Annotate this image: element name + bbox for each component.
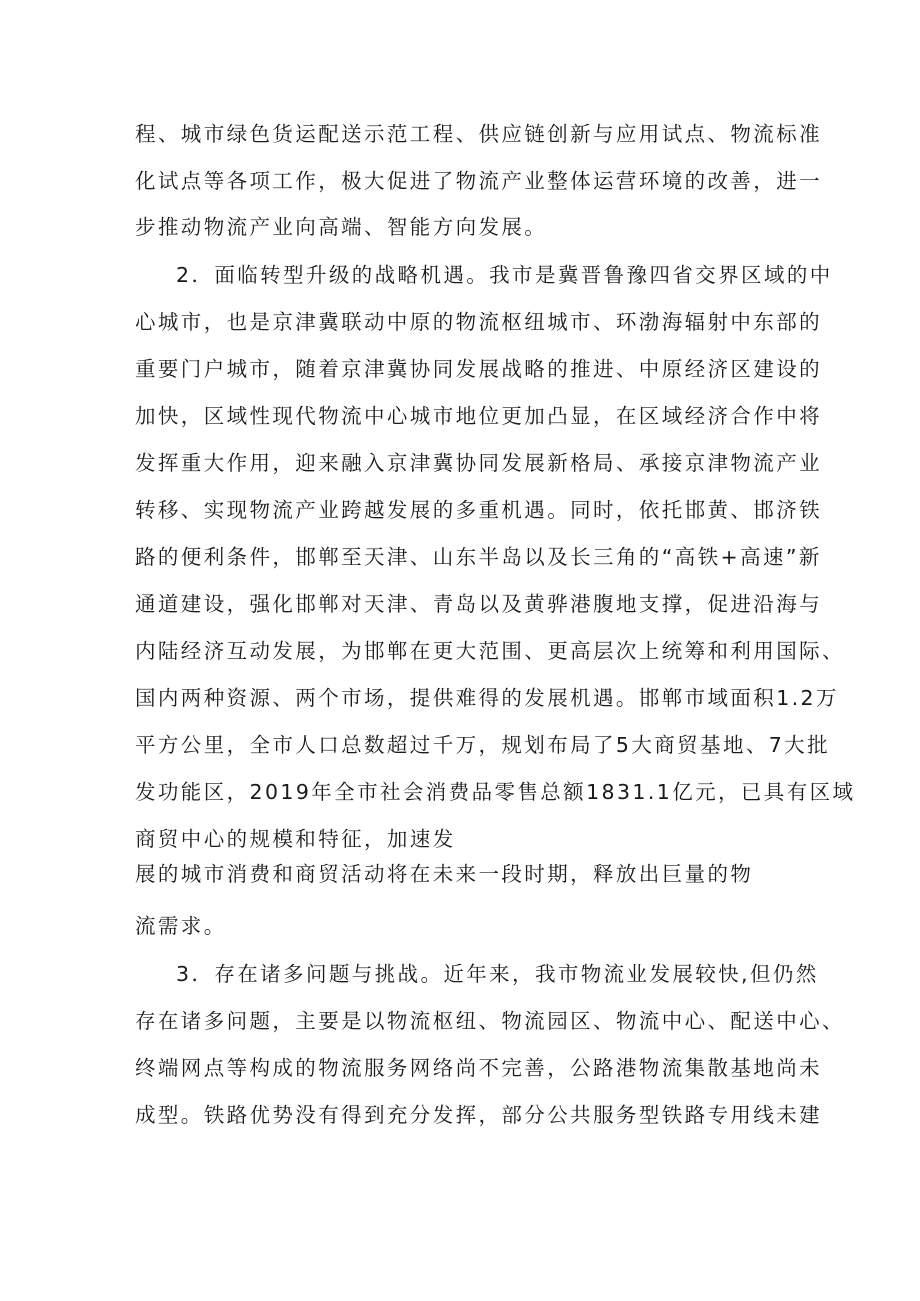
text-line-20: 存在诸多问题，主要是以物流枢纽、物流园区、物流中心、配送中心、: [135, 1009, 845, 1033]
text-line-10: 路的便利条件，邯郸至天津、山东半岛以及长三角的“高铁+高速”新: [135, 545, 822, 569]
text-line-22: 成型。铁路优势没有得到充分发挥，部分公共服务型铁路专用线未建: [135, 1103, 822, 1127]
text-line-7: 加快，区域性现代物流中心城市地位更加凸显，在区域经济合作中将: [135, 404, 822, 428]
text-line-15: 发功能区，2019年全市社会消费品零售总额1831.1亿元，已具有区域: [135, 780, 856, 804]
text-line-13: 国内两种资源、两个市场，提供难得的发展机遇。邯郸市域面积1.2万: [135, 686, 839, 710]
text-line-8: 发挥重大作用，迎来融入京津冀协同发展新格局、承接京津物流产业: [135, 451, 822, 475]
paragraph-3-first-line: 3．存在诸多问题与挑战。近年来，我市物流业发展较快,但仍然: [176, 962, 819, 986]
text-line-11: 通道建设，强化邯郸对天津、青岛以及黄骅港腹地支撑，促进沿海与: [135, 592, 822, 616]
text-line-14: 平方公里，全市人口总数超过千万，规划布局了5大商贸基地、7大批: [135, 733, 830, 757]
text-line-1: 程、城市绿色货运配送示范工程、供应链创新与应用试点、物流标准: [135, 122, 822, 146]
text-line-2: 化试点等各项工作，极大促进了物流产业整体运营环境的改善，进一: [135, 169, 822, 193]
text-line-6: 重要门户城市，随着京津冀协同发展战略的推进、中原经济区建设的: [135, 357, 822, 381]
paragraph-2-first-line: 2．面临转型升级的战略机遇。我市是冀晋鲁豫四省交界区域的中: [176, 263, 833, 287]
text-line-21: 终端网点等构成的物流服务网络尚不完善，公路港物流集散基地尚未: [135, 1056, 822, 1080]
text-line-9: 转移、实现物流产业跨越发展的多重机遇。同时，依托邯黄、邯济铁: [135, 498, 822, 522]
text-line-16: 商贸中心的规模和特征，加速发: [135, 827, 456, 851]
text-line-12: 内陆经济互动发展，为邯郸在更大范围、更高层次上统筹和利用国际、: [135, 639, 845, 663]
text-line-5: 心城市，也是京津冀联动中原的物流枢纽城市、环渤海辐射中东部的: [135, 310, 822, 334]
text-line-18: 流需求。: [135, 914, 227, 938]
text-line-17: 展的城市消费和商贸活动将在未来一段时期，释放出巨量的物: [135, 862, 754, 886]
text-line-3: 步推动物流产业向高端、智能方向发展。: [135, 215, 548, 239]
